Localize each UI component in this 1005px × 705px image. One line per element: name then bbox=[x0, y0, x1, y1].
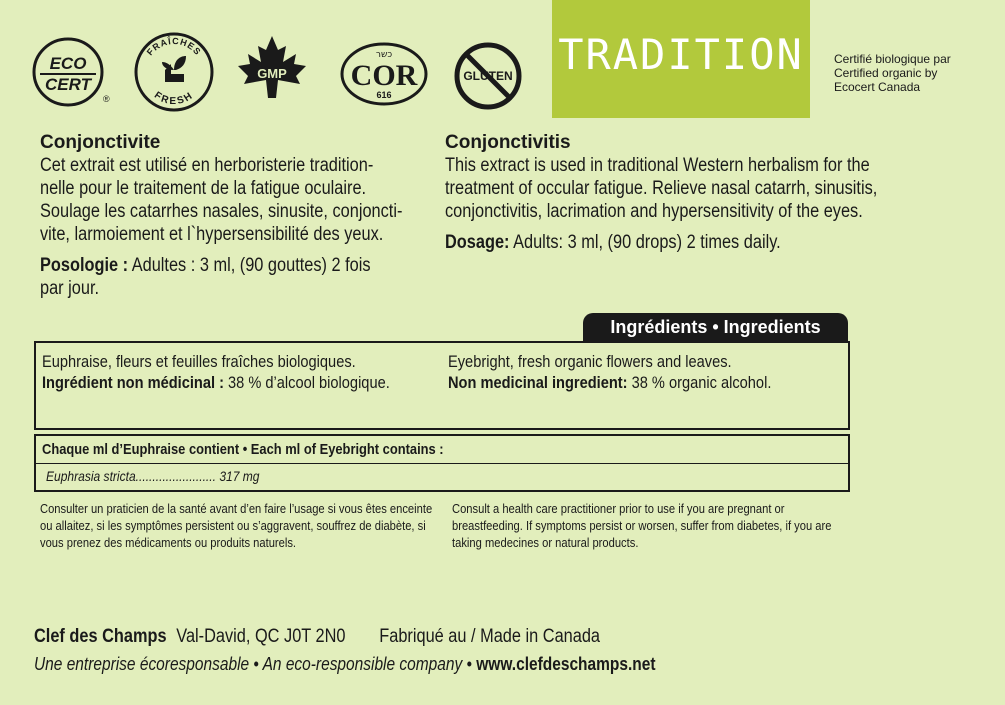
dosage-en bbox=[445, 231, 945, 254]
warning-fr-line: Consulter un praticien de la santé avant d’en faire l’usage si vous êtes enceinte bbox=[40, 501, 433, 516]
cor-kosher-logo bbox=[338, 40, 430, 108]
ingredients-fr-nonmed-label: Ingrédient non médicinal : bbox=[42, 373, 224, 392]
per-ml-heading-text: Chaque ml d’Euphraise contient • Each ml of Eyebright contains : bbox=[42, 441, 444, 458]
en-line: treatment of occular fatigue. Relieve nasal catarrh, sinusitis, bbox=[445, 178, 878, 199]
certification-note bbox=[834, 52, 1004, 94]
svg-text:FRESH bbox=[152, 90, 196, 107]
gluten-free-logo bbox=[452, 40, 524, 112]
footer-line1 bbox=[34, 625, 734, 649]
dosage-fr bbox=[40, 254, 440, 300]
fresh-top-text: FRAÎCHES bbox=[144, 35, 204, 58]
en-line: conjonctivitis, lacrimation and hypersensitivity of the eyes. bbox=[445, 201, 863, 222]
indication-fr bbox=[40, 132, 440, 300]
tradition-label: TRADITION bbox=[558, 30, 804, 79]
per-ml-amount: 317 mg bbox=[215, 468, 260, 484]
cor-hebrew: כשר bbox=[375, 50, 393, 60]
warning-fr bbox=[40, 500, 440, 551]
dosage-en-text: Adults: 3 ml, (90 drops) 2 times daily. bbox=[509, 232, 781, 253]
fr-line: vite, larmoiement et l`hypersensibilité des yeux. bbox=[40, 224, 384, 245]
certified-line3: Ecocert Canada bbox=[834, 80, 921, 94]
warning-en-line: taking medecines or natural products. bbox=[452, 535, 639, 550]
footer-location: Val-David, QC J0T 2N0 bbox=[176, 626, 346, 647]
dosage-fr-text2: par jour. bbox=[40, 278, 100, 299]
dosage-en-label: Dosage: bbox=[445, 232, 510, 253]
fr-line: Cet extrait est utilisé en herboristerie tradition- bbox=[40, 155, 374, 176]
fresh-bottom-text: FRESH bbox=[152, 89, 196, 108]
ingredients-box bbox=[34, 341, 850, 430]
per-ml-box bbox=[34, 434, 850, 492]
ingredients-fr bbox=[42, 351, 442, 393]
per-ml-row bbox=[46, 466, 294, 486]
fr-line: Soulage les catarrhes nasales, sinusite, conjoncti- bbox=[40, 201, 403, 222]
warning-fr-line: ou allaitez, si les symptômes persistent ou s’aggravent, souffrez de diabète, si bbox=[40, 518, 426, 533]
cor-label: COR bbox=[350, 59, 418, 92]
indication-fr-text bbox=[40, 154, 440, 246]
certified-line2: Certified organic by bbox=[834, 66, 938, 80]
ingredients-fr-nonmed-value: 38 % d’alcool biologique. bbox=[223, 373, 390, 392]
ingredients-tab: Ingrédients • Ingredients bbox=[583, 313, 848, 341]
footer-website: www.clefdeschamps.net bbox=[476, 654, 656, 674]
indication-en-title: Conjonctivitis bbox=[445, 132, 571, 153]
ingredients-en-nonmed-label: Non medicinal ingredient: bbox=[448, 373, 628, 392]
ecocert-line2: CERT bbox=[45, 75, 91, 94]
warning-en-line: Consult a health care practitioner prior to use if you are pregnant or bbox=[452, 501, 785, 516]
warning-en bbox=[452, 500, 852, 551]
dosage-fr-text: Adultes : 3 ml, (90 gouttes) 2 fois bbox=[128, 255, 371, 276]
footer-company: Clef des Champs bbox=[34, 626, 167, 647]
per-ml-species: Euphrasia stricta bbox=[46, 468, 136, 484]
ingredients-en-line1: Eyebright, fresh organic flowers and leaves. bbox=[448, 352, 732, 371]
ecocert-registered: ® bbox=[103, 94, 110, 104]
ecocert-line1: ECO bbox=[49, 54, 87, 73]
fresh-logo bbox=[132, 30, 216, 114]
fr-line: nelle pour le traitement de la fatigue oculaire. bbox=[40, 178, 367, 199]
cor-number: 616 bbox=[376, 90, 392, 100]
certified-line1: Certifié biologique par bbox=[834, 52, 951, 66]
gmp-logo bbox=[232, 32, 312, 110]
per-ml-dots: ........................ bbox=[135, 468, 216, 484]
ingredients-fr-line1: Euphraise, fleurs et feuilles fraîches biologiques. bbox=[42, 352, 356, 371]
indication-en-text bbox=[445, 154, 945, 223]
gmp-label: GMP bbox=[257, 66, 287, 81]
footer-tagline: Une entreprise écoresponsable • An eco-responsible company • bbox=[34, 654, 472, 674]
gluten-label: GLUTEN bbox=[463, 69, 513, 83]
ingredients-en-nonmed-value: 38 % organic alcohol. bbox=[627, 373, 772, 392]
tradition-badge bbox=[552, 0, 810, 118]
warning-en-line: breastfeeding. If symptoms persist or worsen, suffer from diabetes, if you are bbox=[452, 518, 832, 533]
footer-line2 bbox=[34, 652, 794, 676]
dosage-fr-label: Posologie : bbox=[40, 255, 129, 276]
ingredients-en bbox=[448, 351, 844, 393]
ecocert-logo bbox=[30, 36, 112, 108]
en-line: This extract is used in traditional Western herbalism for the bbox=[445, 155, 870, 176]
per-ml-heading bbox=[42, 440, 509, 460]
warning-fr-line: vous prenez des médicaments ou produits naturels. bbox=[40, 535, 297, 550]
indication-en bbox=[445, 132, 945, 254]
indication-fr-title: Conjonctivite bbox=[40, 132, 161, 153]
footer-made-in: Fabriqué au / Made in Canada bbox=[379, 626, 601, 647]
